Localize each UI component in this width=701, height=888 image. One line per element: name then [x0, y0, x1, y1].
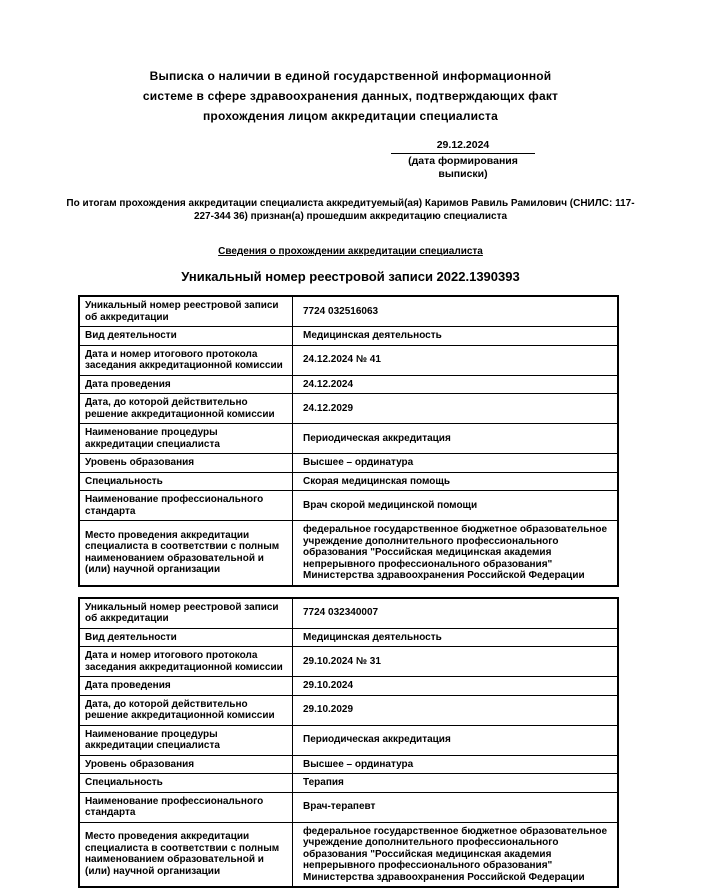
- row-label: Место проведения аккредитации специалиста в соответствии с полным наименованием образовательной и (или) научной организации: [79, 521, 293, 586]
- row-label: Уровень образования: [79, 454, 293, 473]
- row-value: Периодическая аккредитация: [293, 725, 619, 755]
- table-row: [79, 424, 618, 454]
- issue-date-caption: (дата формирования выписки): [391, 154, 535, 181]
- row-label: Вид деятельности: [79, 327, 293, 346]
- table-row: [79, 491, 618, 521]
- table-row: [79, 375, 618, 394]
- row-label: Уникальный номер реестровой записи об аккредитации: [79, 296, 293, 327]
- row-label: Место проведения аккредитации специалиста в соответствии с полным наименованием образовательной и (или) научной организации: [79, 822, 293, 887]
- table-row: [79, 677, 618, 696]
- table-row: [79, 695, 618, 725]
- row-value: Медицинская деятельность: [293, 327, 619, 346]
- row-value: 29.10.2029: [293, 695, 619, 725]
- row-value: 29.10.2024 № 31: [293, 647, 619, 677]
- issue-date: 29.12.2024: [391, 139, 535, 154]
- row-label: Дата проведения: [79, 677, 293, 696]
- document-title: [0, 0, 701, 126]
- row-label: Специальность: [79, 774, 293, 793]
- document-title-line: прохождения лицом аккредитации специалиста: [0, 106, 701, 126]
- row-value: Врач скорой медицинской помощи: [293, 491, 619, 521]
- table-row: [79, 755, 618, 774]
- table-row: [79, 327, 618, 346]
- row-label: Дата проведения: [79, 375, 293, 394]
- row-value: федеральное государственное бюджетное образовательное учреждение дополнительного профессионального образования "Российская медицинская академия непрерывного профессионального образования" Министерства здравоохранения Российской Федерации: [293, 521, 619, 586]
- row-value: 24.12.2024 № 41: [293, 345, 619, 375]
- registry-number-heading: Уникальный номер реестровой записи 2022.1390393: [0, 269, 701, 285]
- row-label: Дата и номер итогового протокола заседания аккредитационной комиссии: [79, 647, 293, 677]
- row-value: 24.12.2024: [293, 375, 619, 394]
- row-label: Наименование профессионального стандарта: [79, 792, 293, 822]
- table-row: [79, 774, 618, 793]
- table-row: [79, 472, 618, 491]
- row-label: Вид деятельности: [79, 628, 293, 647]
- accreditation-table-2: [78, 597, 619, 888]
- row-value: Высшее – ординатура: [293, 454, 619, 473]
- row-value: 7724 032516063: [293, 296, 619, 327]
- row-value: Терапия: [293, 774, 619, 793]
- table-row: [79, 822, 618, 887]
- row-label: Дата, до которой действительно решение аккредитационной комиссии: [79, 695, 293, 725]
- table-row: [79, 521, 618, 586]
- section-heading: Сведения о прохождении аккредитации специалиста: [0, 246, 701, 258]
- row-value: Медицинская деятельность: [293, 628, 619, 647]
- table-row: [79, 725, 618, 755]
- row-label: Уникальный номер реестровой записи об аккредитации: [79, 598, 293, 629]
- row-value: Высшее – ординатура: [293, 755, 619, 774]
- row-label: Уровень образования: [79, 755, 293, 774]
- row-value: Скорая медицинская помощь: [293, 472, 619, 491]
- row-label: Специальность: [79, 472, 293, 491]
- row-label: Дата и номер итогового протокола заседания аккредитационной комиссии: [79, 345, 293, 375]
- issue-date-block: [391, 139, 535, 181]
- row-value: Врач-терапевт: [293, 792, 619, 822]
- row-value: 7724 032340007: [293, 598, 619, 629]
- table-row: [79, 647, 618, 677]
- row-value: 24.12.2029: [293, 394, 619, 424]
- row-label: Наименование процедуры аккредитации специалиста: [79, 725, 293, 755]
- row-value: 29.10.2024: [293, 677, 619, 696]
- row-label: Наименование процедуры аккредитации специалиста: [79, 424, 293, 454]
- document-title-line: системе в сфере здравоохранения данных, подтверждающих факт: [0, 86, 701, 106]
- table-row: [79, 628, 618, 647]
- table-row: [79, 454, 618, 473]
- table-row: [79, 792, 618, 822]
- row-value: Периодическая аккредитация: [293, 424, 619, 454]
- table-row: [79, 296, 618, 327]
- accreditation-table-1: [78, 295, 619, 587]
- table-row: [79, 394, 618, 424]
- intro-paragraph: По итогам прохождения аккредитации специалиста аккредитуемый(ая) Каримов Равиль Рамилович (СНИЛС: 117-227-344 36) признан(а) прошедшим аккредитацию специалиста: [58, 197, 643, 223]
- document-title-line: Выписка о наличии в единой государственной информационной: [0, 66, 701, 86]
- table-row: [79, 345, 618, 375]
- table-row: [79, 598, 618, 629]
- row-label: Наименование профессионального стандарта: [79, 491, 293, 521]
- row-label: Дата, до которой действительно решение аккредитационной комиссии: [79, 394, 293, 424]
- row-value: федеральное государственное бюджетное образовательное учреждение дополнительного профессионального образования "Российская медицинская академия непрерывного профессионального образования" Министерства здравоохранения Российской Федерации: [293, 822, 619, 887]
